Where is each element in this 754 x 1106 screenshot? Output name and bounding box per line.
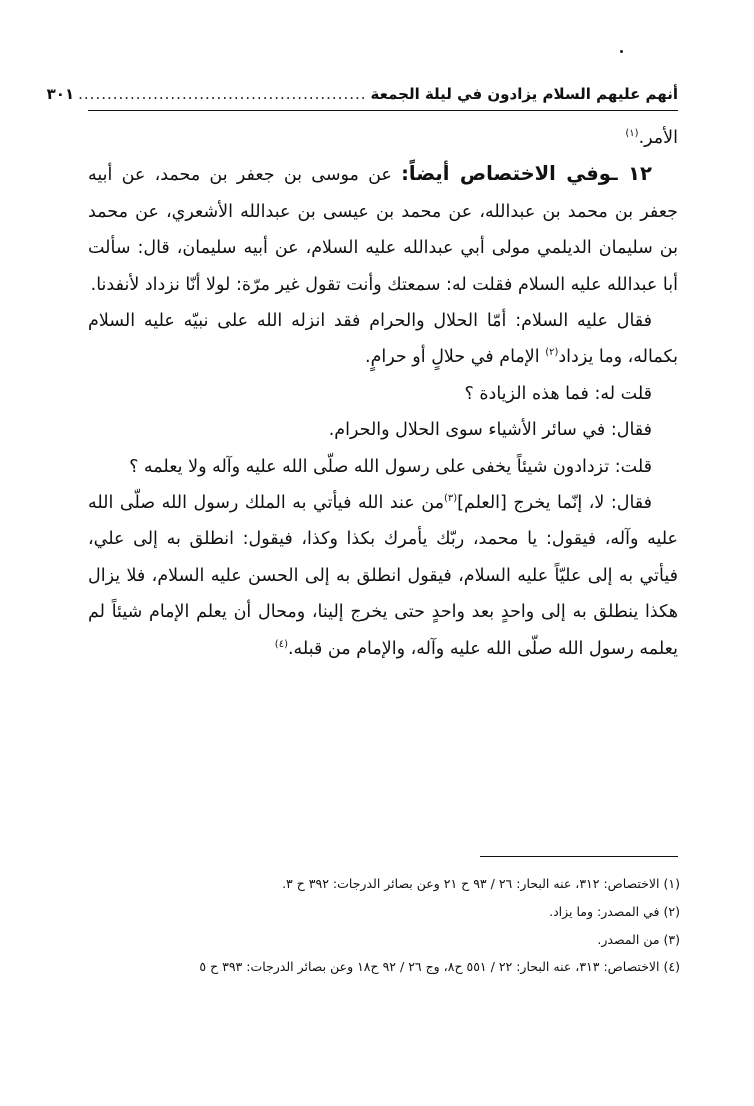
footnote-2: (٢) في المصدر: وما يزاد. [549, 903, 680, 919]
continuation-line [88, 120, 678, 156]
footnote-4: (٤) الاختصاص: ٣١٣، عنه البحار: ٢٢ / ٥٥١ ح٨، وج ٢٦ / ٩٢ ح١٨ وعن بصائر الدرجات: ٣٩٣ ح ٥ [199, 959, 680, 975]
answer3-text-a: فقال: لا، إنّما يخرج [العلم] [457, 493, 652, 514]
header-title: أنهم عليهم السلام يزادون في ليلة الجمعة [370, 85, 678, 103]
hadith-source: وفي الاختصاص أيضاً: [401, 162, 612, 186]
main-text [88, 120, 678, 667]
footnote-ref-1: (١) [625, 128, 639, 140]
page-speck [620, 50, 623, 53]
paragraph-answer-2: فقال: في سائر الأشياء سوى الحلال والحرام. [328, 420, 652, 441]
continuation-text: الأمر. [638, 128, 678, 148]
answer-text-a: فقال عليه السلام: أمّا الحلال والحرام فقد انزله الله على نبيّه عليه السلام بكماله، وما يزداد [88, 311, 678, 368]
hadith-chain-text: عن موسى بن جعفر بن محمد، عن أبيه جعفر بن محمد بن عبدالله، عن محمد بن عيسى بن عبدالله الأشعري، عن محمد بن سليمان الديلمي مولى أبي عبدالله عليه السلام، عن أبيه سليمان، قال: سألت أبا عبدالله عليه السلام فقلت له: سمعتك وأنت تقول غير مرّة: لولا أنّا نزداد لأنفدنا. [88, 165, 678, 295]
paragraph-question-3: قلت: تزدادون شيئاً يخفى على رسول الله صلّى الله عليه وآله ولا يعلمه ؟ [129, 456, 652, 477]
footnotes [88, 870, 680, 981]
paragraph-answer [88, 303, 678, 376]
footnote-ref-3: (٣) [443, 493, 458, 505]
answer3-text-b: من عند الله فيأتي به الملك رسول الله صلّى الله عليه وآله، فيقول: يا محمد، ربّك يأمرك بكذا وكذا، فيقول: انطلق به إلى علي، فيأتي به إلى عليّاً عليه السلام، فيقول انطلق به إلى الحسن عليه السلام، فلا يزال هكذا ينطلق به إلى واحدٍ بعد واحدٍ حتى يخرج إلينا، ومحال أن يعلم الإمام شيئاً لم يعلمه رسول الله صلّى الله عليه وآله، والإمام من قبله. [88, 493, 678, 659]
paragraph-question-2: قلت له: فما هذه الزيادة ؟ [464, 383, 652, 404]
header-leader-dots: .................................................. [78, 85, 367, 103]
paragraph-hadith-12 [88, 156, 678, 303]
footnote-ref-4: (٤) [274, 638, 288, 650]
hadith-number: ١٢ ـ [611, 162, 652, 186]
page-number: ٣٠١ [46, 85, 75, 103]
running-header [46, 82, 678, 106]
header-rule [88, 110, 678, 111]
paragraph-answer-3 [88, 485, 678, 667]
footnote-1: (١) الاختصاص: ٣١٢، عنه البحار: ٢٦ / ٩٣ ح ٢١ وعن بصائر الدرجات: ٣٩٢ ح ٣. [282, 876, 680, 891]
footnote-3: (٣) من المصدر. [597, 931, 680, 947]
answer-text-b: الإمام في حلالٍ أو حرامٍ. [365, 347, 540, 368]
footnote-ref-2: (٢) [545, 347, 559, 359]
footnote-separator [480, 856, 678, 857]
